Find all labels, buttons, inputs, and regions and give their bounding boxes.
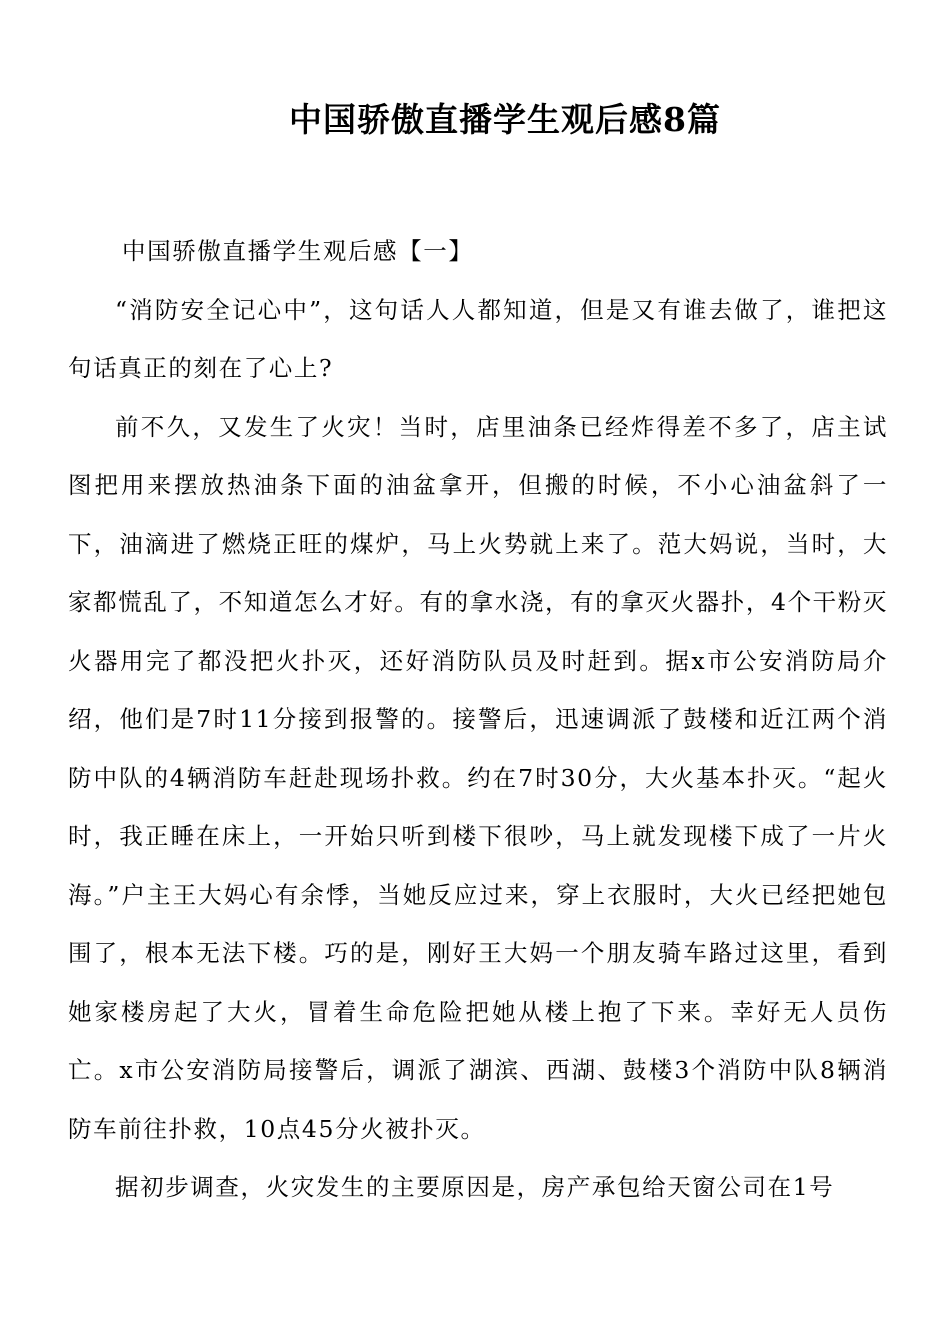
paragraph-1: “消防安全记心中”，这句话人人都知道，但是又有谁去做了，谁把这句话真正的刻在了心上? (68, 295, 888, 382)
paragraph-3: 据初步调查，火灾发生的主要原因是，房产承包给天窗公司在1号 (115, 1173, 835, 1201)
document-body (68, 222, 888, 1217)
document-title: 中国骄傲直播学生观后感8篇 (289, 100, 721, 139)
paragraph-2: 前不久，又发生了火灾！当时，店里油条已经炸得差不多了，店主试图把用来摆放热油条下面的油盆拿开，但搬的时候，不小心油盆斜了一下，油滴进了燃烧正旺的煤炉，马上火势就上来了。范大妈说，当时，大家都慌乱了，不知道怎么才好。有的拿水浇，有的拿灭火器扑，4个干粉灭火器用完了都没把火扑灭，还好消防队员及时赶到。据x市公安消防局介绍，他们是7时11分接到报警的。接警后，迅速调派了鼓楼和近江两个消防中队的4辆消防车赶赴现场扑救。约在7时30分，大火基本扑灭。“起火时，我正睡在床上，一开始只听到楼下很吵，马上就发现楼下成了一片火海。”户主王大妈心有余悸，当她反应过来，穿上衣服时，大火已经把她包围了，根本无法下楼。巧的是，刚好王大妈一个朋友骑车路过这里，看到她家楼房起了大火，冒着生命危险把她从楼上抱了下来。幸好无人员伤亡。x市公安消防局接警后，调派了湖滨、西湖、鼓楼3个消防中队8辆消防车前往扑救，10点45分火被扑灭。 (68, 412, 888, 1143)
section-heading: 中国骄傲直播学生观后感【一】 (122, 237, 474, 265)
